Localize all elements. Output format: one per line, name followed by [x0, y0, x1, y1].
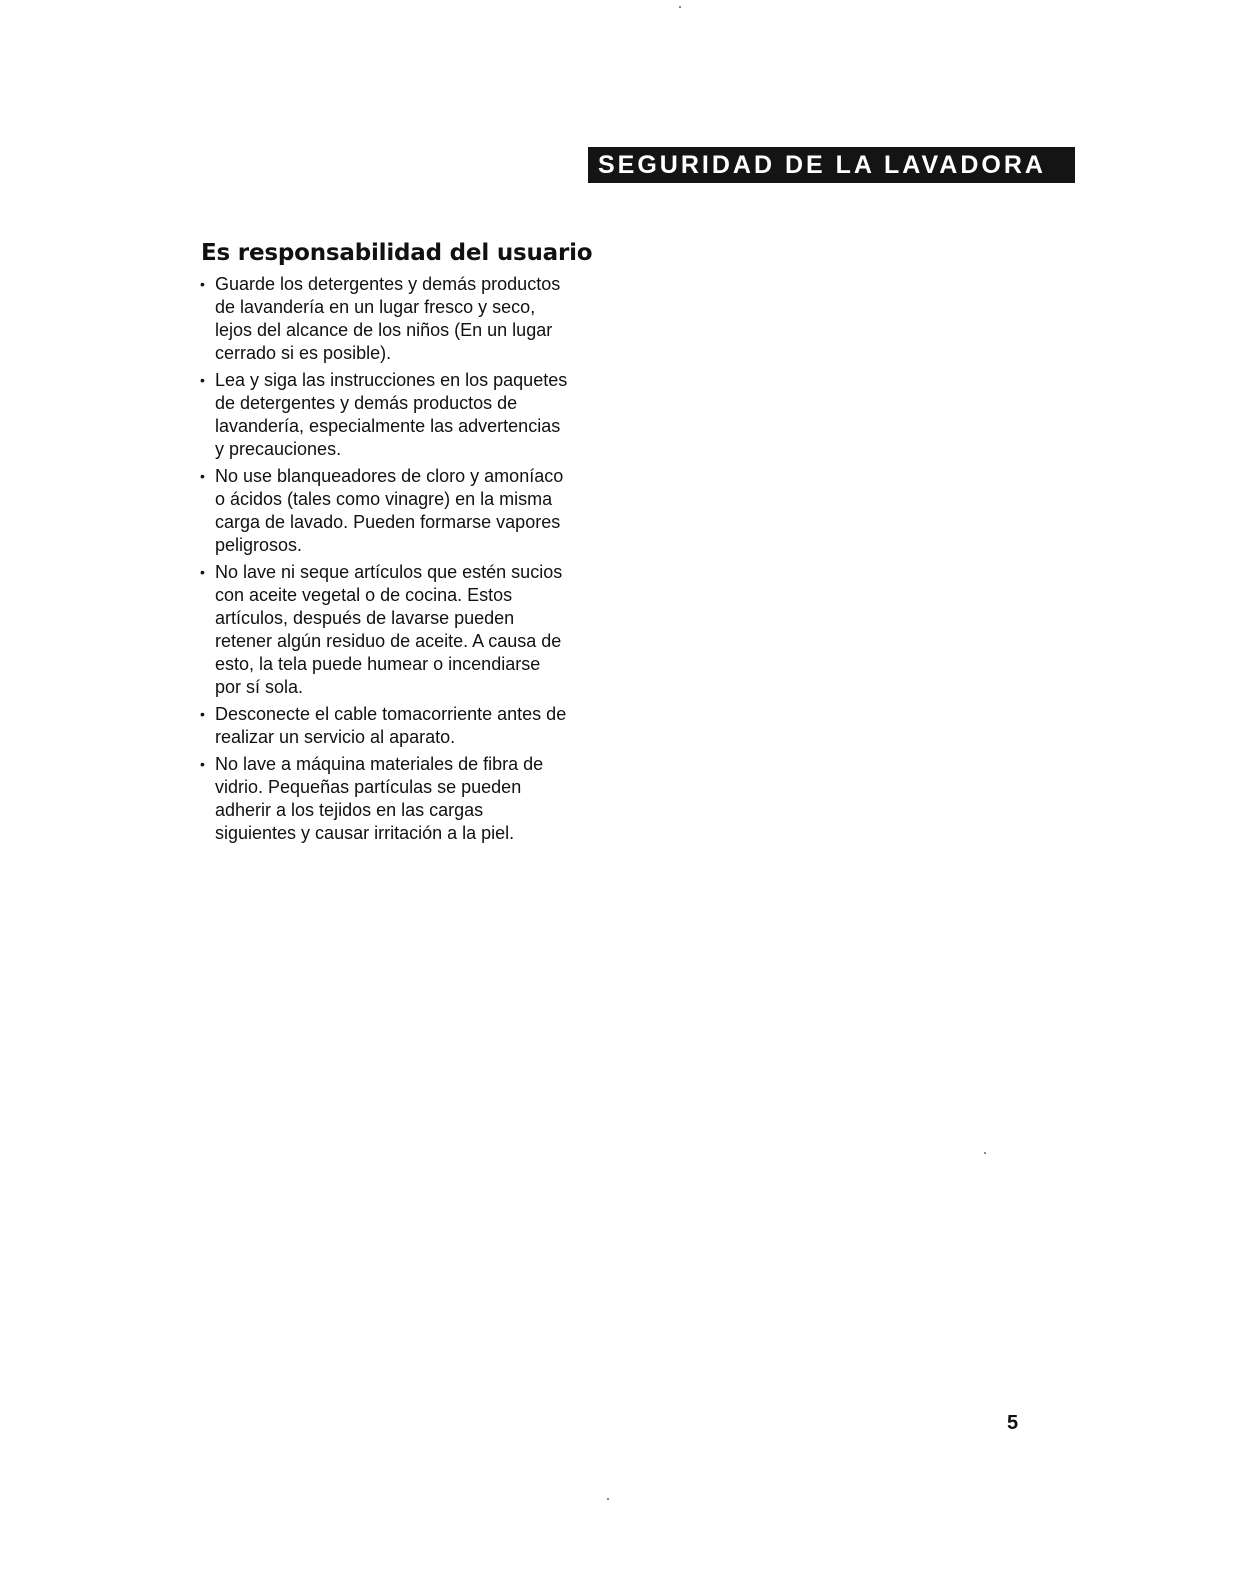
bullet-icon: • — [200, 468, 205, 484]
scan-speck — [607, 1498, 609, 1500]
list-item — [200, 465, 620, 557]
list-item-text: No lave ni seque artículos que estén sucios con aceite vegetal o de cocina. Estos artículos, después de lavarse pueden retener algún residuo de aceite. A causa de esto, la tela puede humear o incendiarse por sí sola. — [215, 562, 563, 697]
bullet-icon: • — [200, 564, 205, 580]
list-item — [200, 273, 620, 365]
scan-speck — [984, 1152, 986, 1154]
list-item — [200, 369, 620, 461]
page-number: 5 — [1007, 1412, 1019, 1434]
list-item — [200, 561, 620, 699]
list-item — [200, 703, 620, 749]
list-item-text: No use blanqueadores de cloro y amoníaco o ácidos (tales como vinagre) en la misma carga de lavado. Pueden formarse vapores peligrosos. — [215, 466, 564, 555]
bullet-icon: • — [200, 756, 205, 772]
safety-bullet-list — [200, 273, 620, 849]
scan-speck — [679, 6, 681, 8]
section-banner: SEGURIDAD DE LA LAVADORA — [588, 147, 1075, 183]
section-title: Es responsabilidad del usuario — [201, 240, 593, 266]
bullet-icon: • — [200, 276, 205, 292]
bullet-icon: • — [200, 372, 205, 388]
list-item — [200, 753, 620, 845]
list-item-text: No lave a máquina materiales de fibra de vidrio. Pequeñas partículas se pueden adherir a los tejidos en las cargas siguientes y causar irritación a la piel. — [215, 754, 544, 843]
list-item-text: Lea y siga las instrucciones en los paquetes de detergentes y demás productos de lavandería, especialmente las advertencias y precauciones. — [215, 370, 568, 459]
list-item-text: Desconecte el cable tomacorriente antes de realizar un servicio al aparato. — [215, 704, 567, 747]
list-item-text: Guarde los detergentes y demás productos de lavandería en un lugar fresco y seco, lejos del alcance de los niños (En un lugar cerrado si es posible). — [215, 274, 561, 363]
bullet-icon: • — [200, 706, 205, 722]
